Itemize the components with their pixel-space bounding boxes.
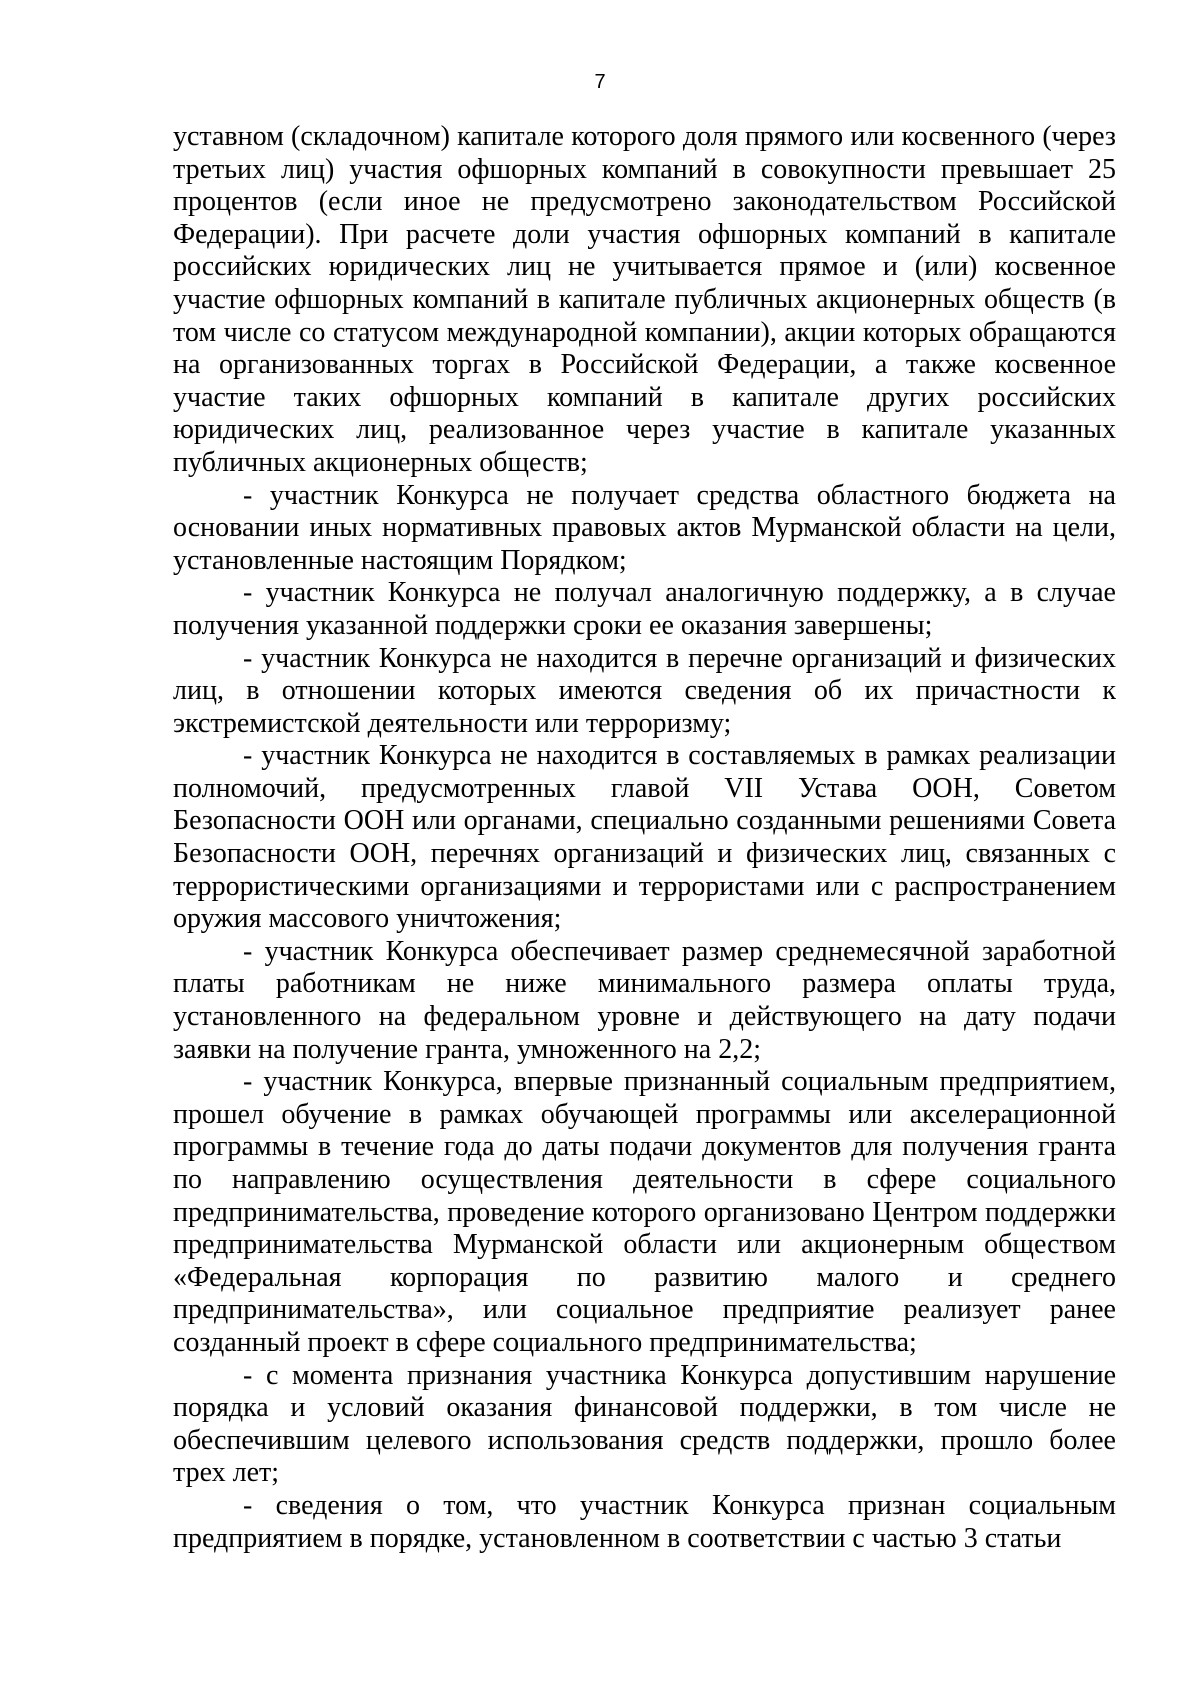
paragraph-three-years-passed: - с момента признания участника Конкурса допустившим нарушение порядка и условий оказания финансовой поддержки, в том числе не обеспечившим целевого использования средств поддержки, прошло более трех лет;	[173, 1359, 1116, 1489]
paragraph-offshore-participation: уставном (складочном) капитале которого доля прямого или косвенного (через третьих лиц) участия офшорных компаний в совокупности превышает 25 процентов (если иное не предусмотрено законодательством Российской Федерации). При расчете доли участия офшорных компаний в капитале российских юридических лиц не учитывается прямое и (или) косвенное участие офшорных компаний в капитале публичных акционерных обществ (в том числе со статусом международной компании), акции которых обращаются на организованных торгах в Российской Федерации, а также косвенное участие таких офшорных компаний в капитале других российских юридических лиц, реализованное через участие в капитале указанных публичных акционерных обществ;	[173, 121, 1116, 478]
paragraph-not-in-un-lists: - участник Конкурса не находится в составляемых в рамках реализации полномочий, предусмотренных главой VII Устава ООН, Советом Безопасности ООН или органами, специально созданными решениями Совета Безопасности ООН, перечнях организаций и физических лиц, связанных с террористическими организациями и террористами или с распространением оружия массового уничтожения;	[173, 740, 1116, 935]
paragraph-no-similar-support: - участник Конкурса не получал аналогичную поддержку, а в случае получения указанной поддержки сроки ее оказания завершены;	[173, 577, 1116, 641]
paragraph-average-salary: - участник Конкурса обеспечивает размер среднемесячной заработной платы работникам не ниже минимального размера оплаты труда, установленного на федеральном уровне и действующего на дату подачи заявки на получение гранта, умноженного на 2,2;	[173, 935, 1116, 1065]
page-number: 7	[594, 71, 606, 93]
paragraph-no-regional-budget-funds: - участник Конкурса не получает средства областного бюджета на основании иных нормативных правовых актов Мурманской области на цели, установленные настоящим Порядком;	[173, 479, 1116, 576]
paragraph-training-completed: - участник Конкурса, впервые признанный социальным предприятием, прошел обучение в рамках обучающей программы или акселерационной программы в течение года до даты подачи документов для получения гранта по направлению осуществления деятельности в сфере социального предпринимательства, проведение которого организовано Центром поддержки предпринимательства Мурманской области или акционерным обществом «Федеральная корпорация по развитию малого и среднего предпринимательства», или социальное предприятие реализует ранее созданный проект в сфере социального предпринимательства;	[173, 1066, 1116, 1358]
paragraph-not-in-extremism-list: - участник Конкурса не находится в перечне организаций и физических лиц, в отношении которых имеются сведения об их причастности к экстремистской деятельности или терроризму;	[173, 642, 1116, 739]
paragraph-social-enterprise-info: - сведения о том, что участник Конкурса признан социальным предприятием в порядке, установленном в соответствии с частью 3 статьи	[173, 1489, 1116, 1554]
document-body	[173, 121, 1116, 1555]
